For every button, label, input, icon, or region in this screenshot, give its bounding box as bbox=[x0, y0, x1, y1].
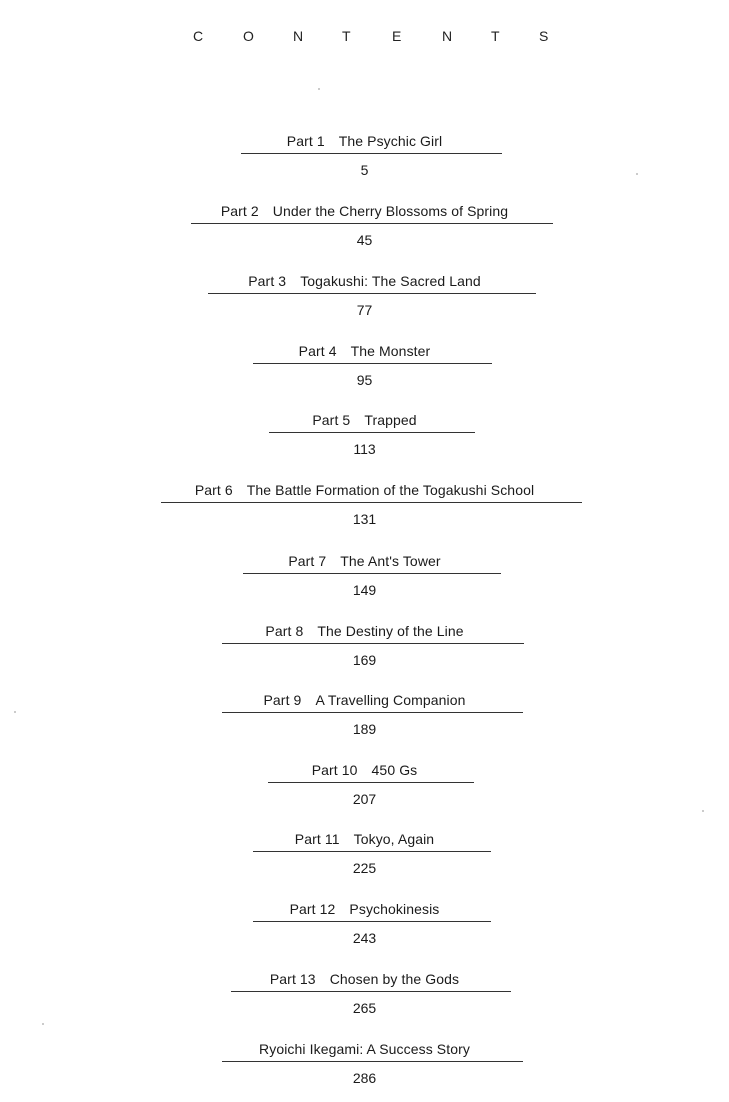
entry-title: Trapped bbox=[364, 412, 417, 428]
entry-rule bbox=[222, 1061, 523, 1062]
toc-entry-part-11[interactable] bbox=[0, 830, 729, 892]
entry-title-line bbox=[0, 970, 729, 988]
entry-part-label: Part 6 bbox=[194, 482, 233, 498]
entry-title: Chosen by the Gods bbox=[329, 971, 460, 987]
heading-letter: O bbox=[243, 28, 254, 44]
entry-part-label: Part 5 bbox=[312, 412, 351, 428]
entry-title: 450 Gs bbox=[371, 762, 418, 778]
entry-page-number: 265 bbox=[352, 1000, 377, 1016]
entry-page-number: 207 bbox=[352, 791, 377, 807]
entry-title: The Psychic Girl bbox=[338, 133, 443, 149]
entry-title-line bbox=[0, 272, 729, 290]
entry-page-number: 45 bbox=[356, 232, 373, 248]
heading-letter: T bbox=[342, 28, 351, 44]
entry-page-number: 189 bbox=[352, 721, 377, 737]
entry-rule bbox=[222, 643, 524, 644]
entry-title: Psychokinesis bbox=[349, 901, 440, 917]
entry-part-label: Part 4 bbox=[298, 343, 337, 359]
entry-page-number: 131 bbox=[352, 511, 377, 527]
entry-part-label: Part 12 bbox=[289, 901, 336, 917]
entry-part-label: Part 3 bbox=[248, 273, 287, 289]
entry-title: Under the Cherry Blossoms of Spring bbox=[272, 203, 509, 219]
entry-page-number: 286 bbox=[352, 1070, 377, 1086]
entry-title: Tokyo, Again bbox=[353, 831, 435, 847]
heading-letter: N bbox=[293, 28, 304, 44]
entry-title-line bbox=[0, 411, 729, 429]
paper-speck bbox=[636, 173, 638, 175]
entry-page-number: 95 bbox=[356, 372, 373, 388]
entry-rule bbox=[268, 782, 474, 783]
toc-entry-part-1[interactable] bbox=[0, 132, 729, 194]
entry-title: Ryoichi Ikegami: A Success Story bbox=[259, 1041, 470, 1057]
heading-letter: E bbox=[392, 28, 402, 44]
entry-part-label: Part 8 bbox=[265, 623, 304, 639]
paper-speck bbox=[702, 810, 704, 812]
entry-rule bbox=[161, 502, 582, 503]
toc-entry-part-13[interactable] bbox=[0, 970, 729, 1032]
heading-letter: T bbox=[491, 28, 500, 44]
toc-entry-part-3[interactable] bbox=[0, 272, 729, 334]
toc-entry-part-10[interactable] bbox=[0, 761, 729, 823]
entry-rule bbox=[243, 573, 501, 574]
entry-title-line bbox=[0, 132, 729, 150]
contents-heading bbox=[0, 27, 729, 47]
entry-title-line bbox=[0, 761, 729, 779]
paper-speck bbox=[318, 88, 320, 90]
toc-entry-part-6[interactable] bbox=[0, 481, 729, 543]
entry-title-line bbox=[0, 1040, 729, 1058]
entry-page-number: 77 bbox=[356, 302, 373, 318]
entry-title-line bbox=[0, 622, 729, 640]
entry-title: The Battle Formation of the Togakushi School bbox=[246, 482, 535, 498]
entry-page-number: 5 bbox=[360, 162, 369, 178]
toc-entry-afterword[interactable] bbox=[0, 1040, 729, 1102]
toc-entry-part-4[interactable] bbox=[0, 342, 729, 404]
entry-title-line bbox=[0, 202, 729, 220]
entry-page-number: 149 bbox=[352, 582, 377, 598]
entry-rule bbox=[253, 363, 492, 364]
entry-title-line bbox=[0, 552, 729, 570]
entry-title-line bbox=[0, 691, 729, 709]
entry-part-label: Part 10 bbox=[311, 762, 358, 778]
toc-entry-part-12[interactable] bbox=[0, 900, 729, 962]
entry-title-line bbox=[0, 481, 729, 499]
entry-title: The Destiny of the Line bbox=[317, 623, 464, 639]
entry-title-line bbox=[0, 900, 729, 918]
entry-rule bbox=[253, 851, 491, 852]
entry-rule bbox=[253, 921, 491, 922]
paper-speck bbox=[42, 1023, 44, 1025]
entry-title: The Ant's Tower bbox=[340, 553, 441, 569]
entry-page-number: 169 bbox=[352, 652, 377, 668]
toc-entry-part-7[interactable] bbox=[0, 552, 729, 614]
toc-entry-part-9[interactable] bbox=[0, 691, 729, 753]
entry-part-label: Part 7 bbox=[288, 553, 327, 569]
entry-rule bbox=[191, 223, 553, 224]
toc-entry-part-5[interactable] bbox=[0, 411, 729, 473]
toc-entry-part-2[interactable] bbox=[0, 202, 729, 264]
toc-entry-part-8[interactable] bbox=[0, 622, 729, 684]
entry-rule bbox=[269, 432, 475, 433]
entry-title-line bbox=[0, 830, 729, 848]
paper-speck bbox=[14, 711, 16, 713]
entry-part-label: Part 11 bbox=[294, 831, 340, 847]
entry-rule bbox=[208, 293, 536, 294]
entry-part-label: Part 13 bbox=[269, 971, 316, 987]
entry-rule bbox=[241, 153, 502, 154]
entry-part-label: Part 9 bbox=[263, 692, 302, 708]
heading-letter: N bbox=[442, 28, 453, 44]
entry-title: A Travelling Companion bbox=[315, 692, 466, 708]
entry-part-label: Part 2 bbox=[220, 203, 259, 219]
entry-title: The Monster bbox=[350, 343, 431, 359]
entry-title-line bbox=[0, 342, 729, 360]
entry-page-number: 225 bbox=[352, 860, 377, 876]
entry-page-number: 243 bbox=[352, 930, 377, 946]
entry-page-number: 113 bbox=[353, 441, 376, 457]
heading-letter: C bbox=[193, 28, 204, 44]
entry-rule bbox=[222, 712, 523, 713]
heading-letter: S bbox=[539, 28, 549, 44]
entry-part-label: Part 1 bbox=[286, 133, 325, 149]
entry-rule bbox=[231, 991, 511, 992]
entry-title: Togakushi: The Sacred Land bbox=[300, 273, 481, 289]
